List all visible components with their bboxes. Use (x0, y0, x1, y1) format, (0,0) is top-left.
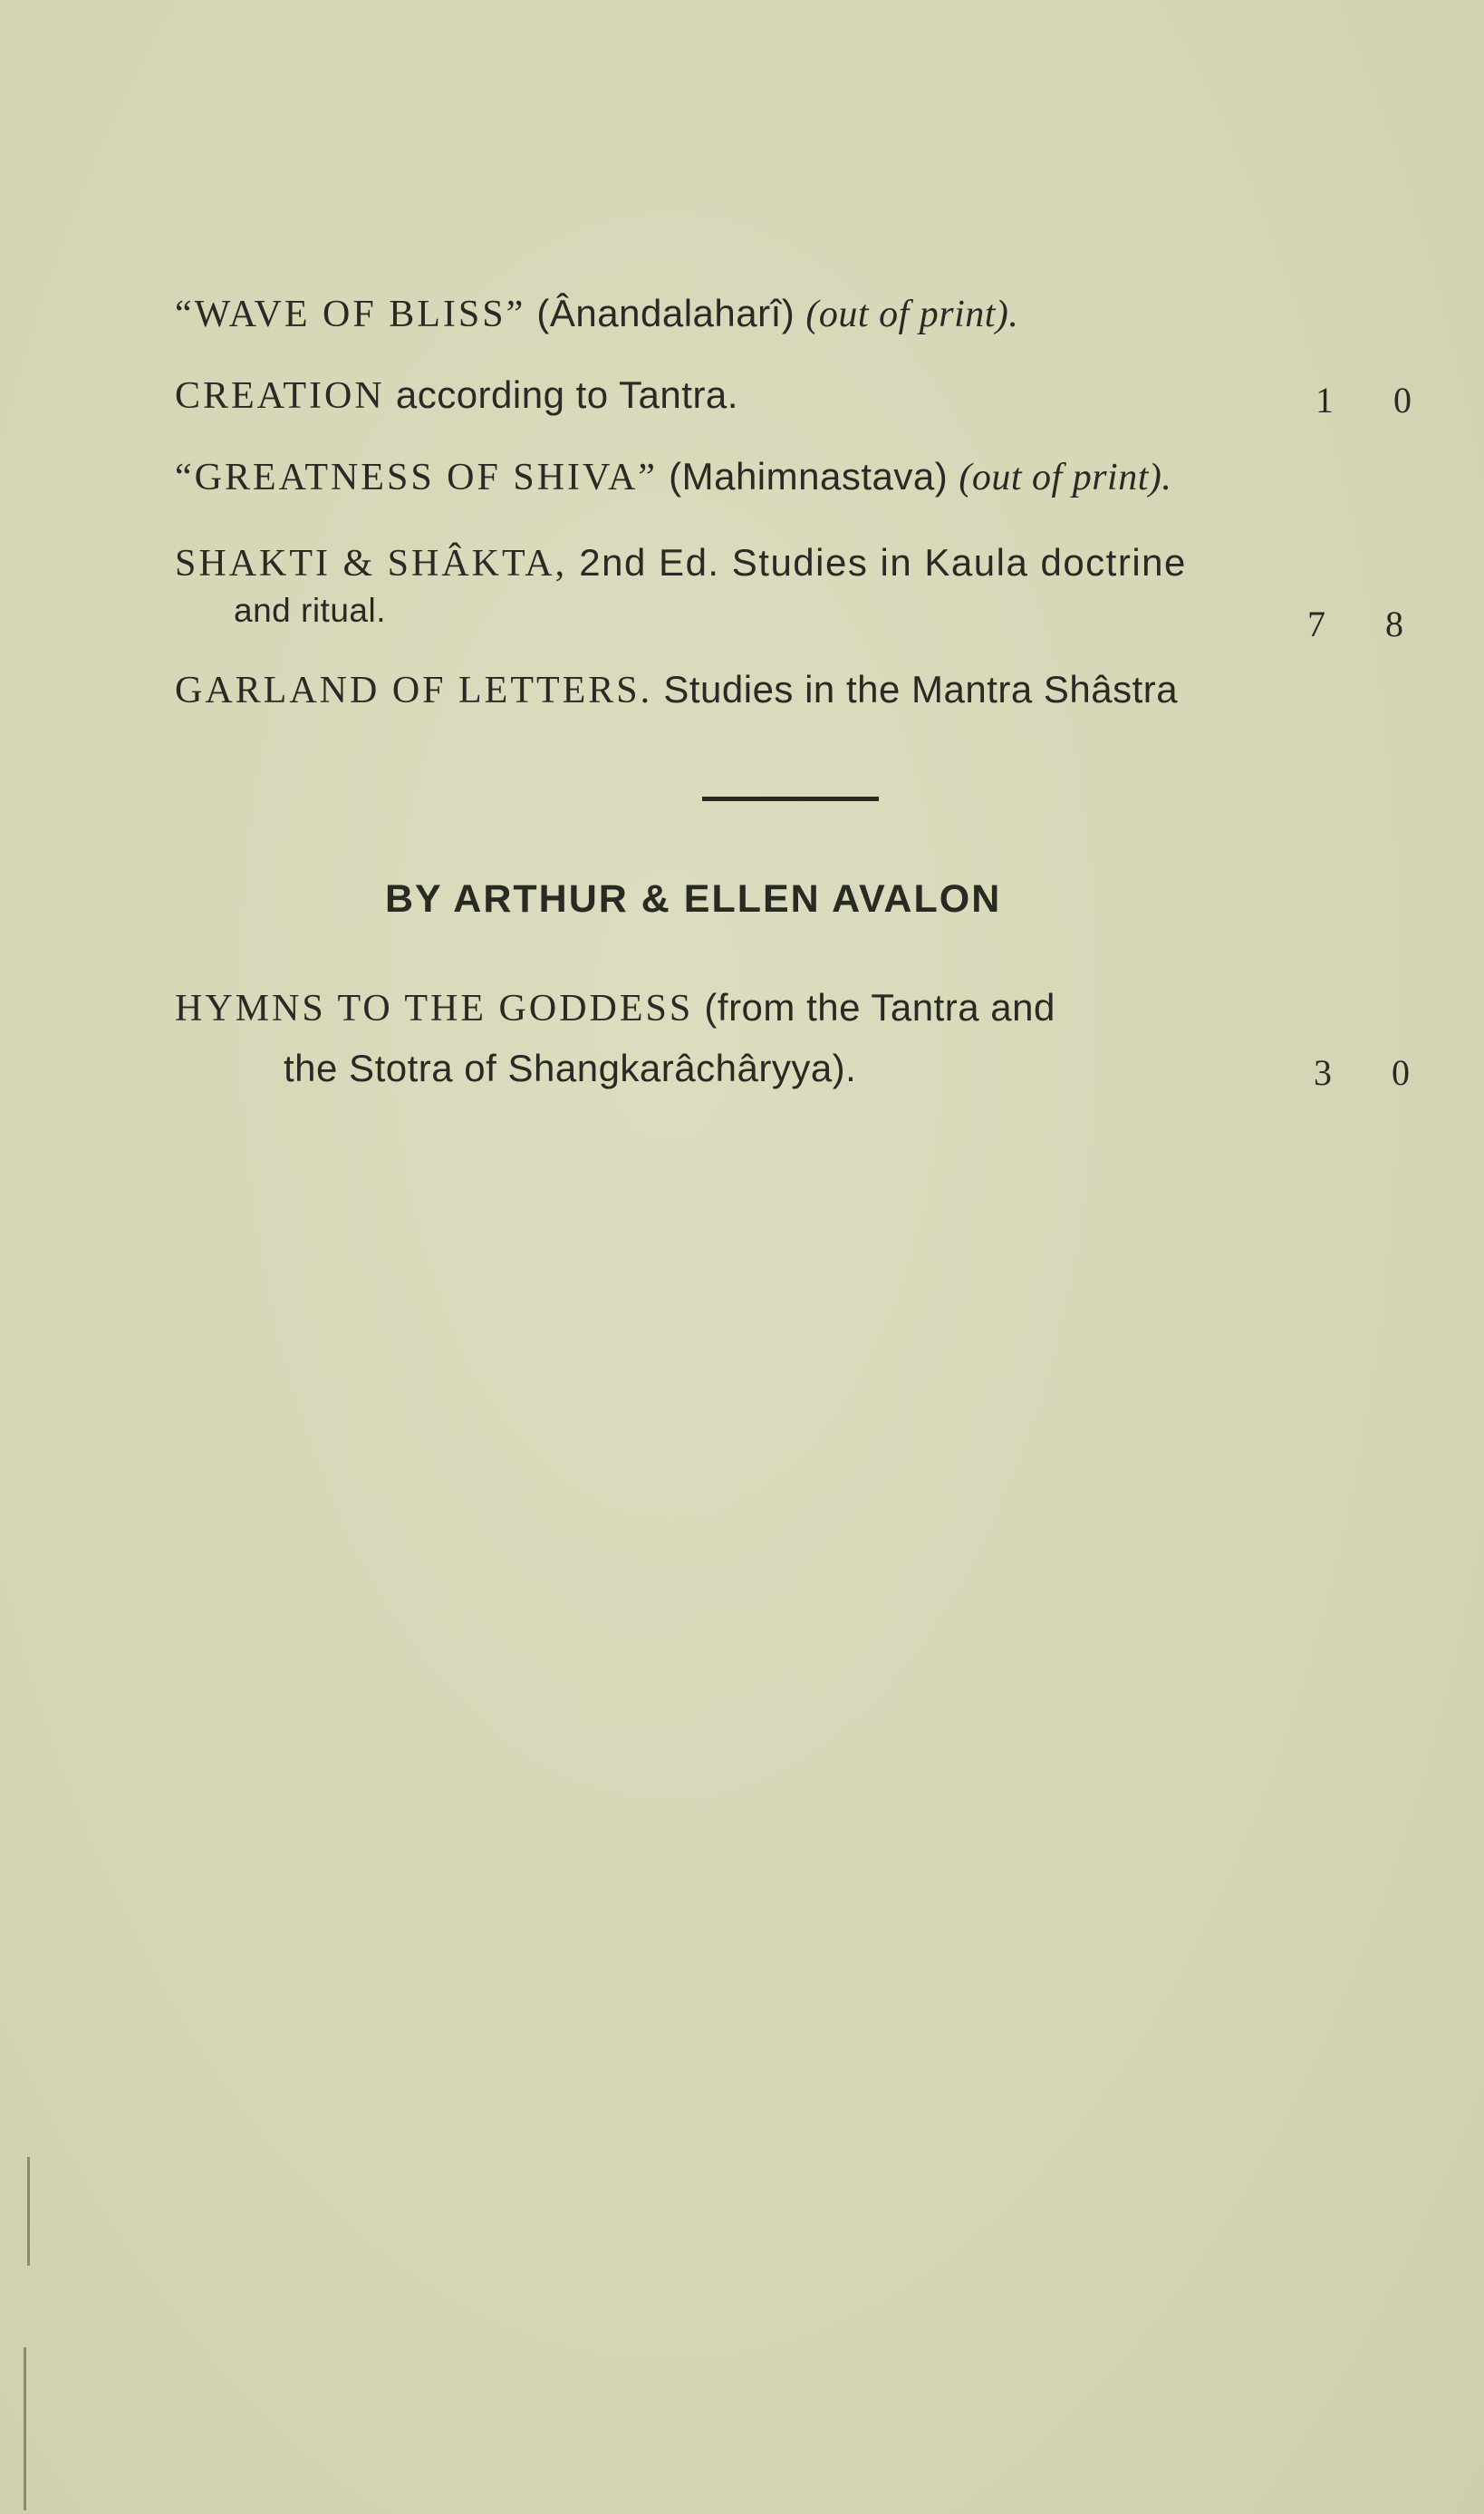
entry-detail: (from the Tantra and (693, 986, 1055, 1029)
entry-detail: Studies in the Mantra Shâstra (652, 668, 1179, 711)
entry-title: “WAVE OF BLISS” (175, 294, 526, 335)
entry-title: HYMNS TO THE GODDESS (175, 988, 694, 1030)
entry-creation (175, 373, 738, 418)
entry-price: 3 0 (1314, 1052, 1435, 1093)
entry-hymns-to-the-goddess (175, 986, 1055, 1030)
entry-detail: (Mahimnastava) (657, 455, 959, 498)
entry-continuation: and ritual. (234, 592, 386, 629)
entry-detail: 2nd Ed. Studies in Kaula doctrine (567, 541, 1187, 584)
entry-shakti-and-shakta (175, 541, 1187, 585)
entry-continuation: the Stotra of Shangkarâchâryya). (284, 1047, 857, 1089)
section-heading: BY ARTHUR & ELLEN AVALON (385, 877, 1002, 921)
page-edge-mark (24, 2347, 26, 2510)
entry-title: CREATION (175, 375, 385, 417)
section-divider (702, 797, 879, 801)
entry-price: 7 8 (1307, 604, 1429, 644)
entry-detail: according to Tantra. (384, 373, 738, 416)
page-edge-mark (27, 2157, 30, 2266)
entry-wave-of-bliss (175, 292, 1018, 336)
entry-garland-of-letters (175, 668, 1178, 712)
entry-note: (out of print). (959, 457, 1172, 498)
entry-title: GARLAND OF LETTERS. (175, 670, 653, 711)
entry-greatness-of-shiva (175, 455, 1171, 499)
entry-note: (out of print). (805, 294, 1019, 335)
entry-title: SHAKTI & SHÂKTA, (175, 543, 568, 585)
entry-detail: (Ânandalaharî) (525, 292, 806, 334)
entry-title: “GREATNESS OF SHIVA” (175, 457, 658, 498)
entry-price: 1 0 (1315, 380, 1437, 421)
